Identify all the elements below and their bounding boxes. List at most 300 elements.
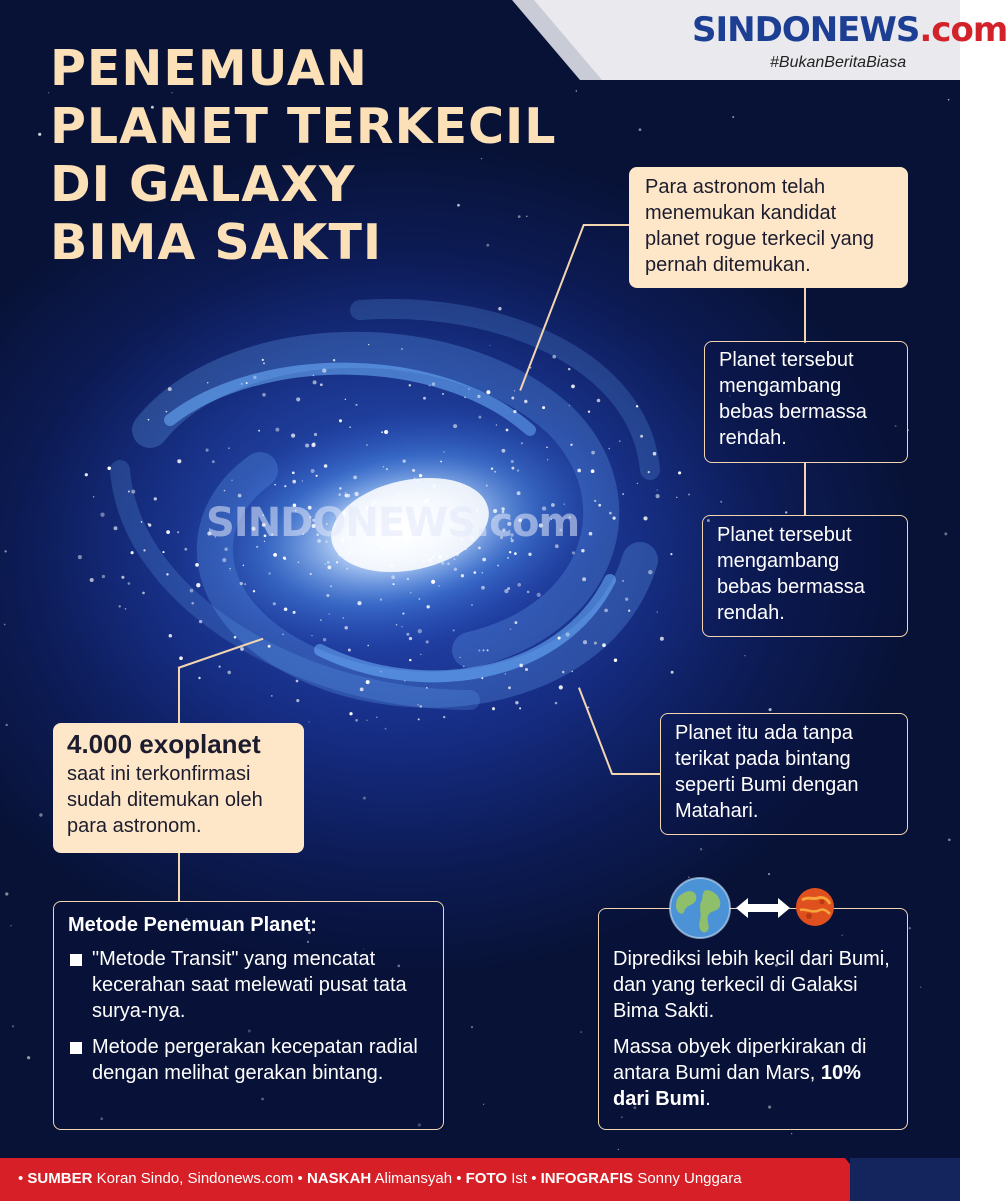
star <box>195 563 199 567</box>
star <box>643 516 647 520</box>
star <box>292 480 296 484</box>
star <box>434 554 436 556</box>
star <box>507 557 509 559</box>
star <box>380 671 381 672</box>
star <box>349 712 352 715</box>
star <box>671 671 674 674</box>
star <box>376 716 378 718</box>
star <box>494 471 496 473</box>
star <box>402 613 404 615</box>
star <box>785 511 787 513</box>
list-item <box>68 946 431 1024</box>
bullet-square-icon <box>70 954 82 966</box>
star <box>656 494 660 498</box>
star <box>320 619 321 620</box>
star <box>558 636 561 639</box>
star <box>360 688 364 692</box>
star <box>162 551 164 553</box>
star <box>496 424 497 425</box>
star <box>489 345 490 346</box>
star <box>507 587 510 590</box>
star <box>622 493 624 495</box>
star <box>453 424 457 428</box>
star <box>353 476 357 480</box>
star <box>688 494 690 496</box>
star <box>581 549 584 552</box>
star <box>547 459 548 460</box>
star <box>676 497 677 498</box>
star <box>268 645 271 648</box>
star <box>442 393 444 395</box>
star <box>465 548 467 550</box>
star <box>391 575 395 579</box>
star <box>528 553 531 556</box>
star <box>348 552 351 555</box>
star <box>219 666 221 668</box>
star <box>324 464 328 468</box>
star <box>308 721 309 722</box>
star <box>380 546 383 549</box>
star <box>909 927 911 929</box>
star <box>368 344 369 345</box>
metode-list <box>68 946 431 1086</box>
star <box>609 512 612 515</box>
star <box>177 459 181 463</box>
star <box>404 680 406 682</box>
connector-line <box>804 288 806 343</box>
star <box>396 494 399 497</box>
star <box>505 673 506 674</box>
credit-value: Alimansyah <box>374 1170 453 1187</box>
star <box>618 1149 619 1150</box>
star <box>345 492 346 493</box>
footer-text: • SUMBER Koran Sindo, Sindonews.com • NASKAH Alimansyah • FOTO Ist • INFOGRAFIS Sonny Unggara <box>18 1170 742 1187</box>
star <box>640 435 643 438</box>
star <box>349 426 351 428</box>
star <box>231 480 232 481</box>
star <box>246 382 248 384</box>
footer-accent <box>850 1158 960 1201</box>
star <box>555 702 558 705</box>
star <box>385 728 387 730</box>
star <box>355 719 358 722</box>
star <box>418 629 422 633</box>
star <box>571 671 573 673</box>
star <box>198 677 200 679</box>
star <box>498 307 501 310</box>
star <box>148 419 150 421</box>
star <box>338 493 341 496</box>
compare-highlight: 10% dari Bumi <box>613 1062 861 1110</box>
metode-heading: Metode Penemuan Planet: <box>68 914 317 936</box>
star <box>791 1133 792 1134</box>
star <box>460 657 461 658</box>
star <box>312 442 315 445</box>
star <box>477 395 480 398</box>
star <box>514 390 515 391</box>
star <box>311 635 312 636</box>
callout-mengambang-2-text: Planet tersebut mengambang bebas bermassa rendah. <box>717 524 865 624</box>
star <box>354 492 358 496</box>
star <box>381 431 383 433</box>
star <box>656 611 657 612</box>
star <box>482 558 486 562</box>
star <box>414 478 416 480</box>
star <box>131 551 134 554</box>
star <box>562 671 565 674</box>
credit-label: FOTO <box>465 1170 508 1187</box>
star <box>313 380 317 384</box>
star <box>380 598 382 600</box>
star <box>401 348 403 350</box>
star <box>527 591 530 594</box>
star <box>463 665 465 667</box>
star <box>568 368 571 371</box>
star <box>320 383 323 386</box>
star <box>323 638 326 641</box>
star <box>327 561 330 564</box>
star <box>296 699 299 702</box>
star <box>12 1025 14 1027</box>
star <box>256 546 258 548</box>
star <box>431 580 435 584</box>
star <box>625 598 628 601</box>
star <box>274 484 275 485</box>
star <box>224 548 227 551</box>
star <box>613 517 616 520</box>
star <box>227 671 231 675</box>
star <box>346 568 348 570</box>
star <box>594 500 596 502</box>
star <box>513 410 516 413</box>
star <box>768 873 770 875</box>
star <box>368 563 370 565</box>
star <box>660 637 664 641</box>
star <box>524 400 527 403</box>
star <box>426 640 429 643</box>
star <box>244 583 246 585</box>
star <box>363 797 366 800</box>
star <box>519 664 523 668</box>
star <box>313 375 315 377</box>
star <box>184 548 187 551</box>
star <box>486 390 490 394</box>
star <box>517 469 519 471</box>
credit-value: Koran Sindo, Sindonews.com <box>96 1170 294 1187</box>
star <box>506 429 509 432</box>
star <box>418 598 420 600</box>
star <box>284 558 286 560</box>
star <box>5 724 7 726</box>
star <box>327 565 331 569</box>
star <box>482 572 484 574</box>
star <box>471 1026 473 1028</box>
star <box>576 90 577 91</box>
star <box>572 551 575 554</box>
star <box>478 547 481 550</box>
star <box>409 637 412 640</box>
star <box>191 602 194 605</box>
star <box>525 668 528 671</box>
star <box>169 634 173 638</box>
star <box>322 368 326 372</box>
star <box>948 838 951 841</box>
star <box>487 649 489 651</box>
star <box>440 461 442 463</box>
star <box>483 1104 484 1105</box>
star <box>166 530 170 534</box>
exoplanet-body: saat ini terkonfirmasi sudah ditemukan oleh para astronom. <box>67 763 263 837</box>
star <box>443 716 445 718</box>
star <box>179 656 183 660</box>
credit-label: SUMBER <box>27 1170 93 1187</box>
callout-astronom-text: Para astronom telah menemukan kandidat planet rogue terkecil yang pernah ditemukan. <box>645 176 875 276</box>
star <box>311 469 315 473</box>
star <box>141 521 143 523</box>
metode-box <box>53 901 444 1130</box>
brand-logo-main: SINDONEWS <box>692 10 920 50</box>
brand-logo-suffix: .com <box>919 10 1007 50</box>
star <box>459 484 461 486</box>
star <box>478 649 480 651</box>
star <box>948 99 950 101</box>
star <box>345 399 346 400</box>
star <box>471 604 473 606</box>
star <box>483 649 485 651</box>
metode-item-text: "Metode Transit" yang mencatat kecerahan saat melewati pusat tata surya-nya. <box>92 948 407 1022</box>
star <box>128 491 130 493</box>
star <box>168 387 172 391</box>
metode-item-text: Metode pergerakan kecepatan radial dengan melihat gerakan bintang. <box>92 1036 418 1084</box>
star <box>199 620 202 623</box>
star <box>107 467 111 471</box>
star <box>296 397 300 401</box>
star <box>521 442 523 444</box>
star <box>464 396 466 398</box>
star <box>243 565 244 566</box>
star <box>589 532 593 536</box>
star <box>90 578 94 582</box>
star <box>454 568 457 571</box>
star <box>241 383 243 385</box>
star <box>425 554 427 556</box>
star <box>85 473 88 476</box>
star <box>314 433 317 436</box>
star <box>273 553 277 557</box>
star <box>428 558 432 562</box>
star <box>537 593 541 597</box>
star <box>591 451 595 455</box>
connector-line <box>583 224 629 226</box>
star <box>262 393 266 397</box>
star <box>510 628 512 630</box>
star <box>598 504 601 507</box>
star <box>491 467 493 469</box>
star <box>384 430 388 434</box>
star <box>383 466 384 467</box>
star <box>502 449 506 453</box>
star <box>419 705 422 708</box>
star <box>293 611 296 614</box>
star <box>552 355 556 359</box>
star <box>604 609 608 613</box>
star <box>571 385 575 389</box>
star <box>566 633 570 637</box>
star <box>944 532 947 535</box>
star <box>275 428 279 432</box>
star <box>597 399 601 403</box>
star <box>207 382 208 383</box>
star <box>325 564 326 565</box>
credit-value: Sonny Unggara <box>637 1170 742 1187</box>
star <box>305 443 309 447</box>
mars-icon <box>794 886 836 928</box>
star <box>591 469 595 473</box>
star <box>393 497 395 499</box>
star <box>326 594 329 597</box>
star <box>388 553 390 555</box>
star <box>443 451 444 452</box>
earth-icon <box>668 876 732 940</box>
star <box>517 583 521 587</box>
watermark <box>206 500 579 546</box>
star <box>366 720 367 721</box>
star <box>366 680 370 684</box>
star <box>720 501 722 503</box>
star <box>447 562 450 565</box>
star <box>228 447 230 449</box>
star <box>622 580 624 582</box>
star <box>390 564 394 568</box>
star <box>291 434 295 438</box>
star <box>511 397 514 400</box>
star <box>296 680 299 683</box>
star <box>147 523 149 525</box>
star <box>253 590 255 592</box>
star <box>271 695 273 697</box>
star <box>637 483 639 485</box>
star <box>570 444 572 446</box>
star <box>580 1031 582 1033</box>
title-line: PLANET TERKECIL <box>50 98 557 155</box>
star <box>628 610 630 612</box>
footer-credits <box>0 1158 960 1201</box>
star <box>608 448 610 450</box>
star <box>190 589 194 593</box>
star <box>238 494 242 498</box>
star <box>316 475 318 477</box>
star <box>577 469 581 473</box>
star <box>744 655 745 656</box>
star <box>406 633 409 636</box>
star <box>407 578 409 580</box>
star <box>5 892 8 895</box>
star <box>583 640 587 644</box>
star <box>657 489 658 490</box>
star <box>263 363 265 365</box>
star <box>474 571 477 574</box>
callout-mengambang-2 <box>702 515 908 637</box>
star <box>456 552 460 556</box>
title-line: BIMA SAKTI <box>50 214 383 271</box>
star <box>240 582 243 585</box>
star <box>27 1056 30 1059</box>
star <box>196 583 200 587</box>
star <box>432 556 434 558</box>
star <box>4 624 6 626</box>
credit-label: INFOGRAFIS <box>540 1170 634 1187</box>
star <box>229 568 230 569</box>
star <box>769 708 772 711</box>
credit-label: NASKAH <box>306 1170 372 1187</box>
brand-logo <box>692 10 1007 50</box>
star <box>511 460 514 463</box>
star <box>920 986 921 987</box>
star <box>339 419 342 422</box>
star <box>441 562 444 565</box>
star <box>582 577 586 581</box>
compare-text-2-suffix: . <box>705 1088 711 1110</box>
compare-text-1: Diprediksi lebih kecil dari Bumi, dan yang terkecil di Galaksi Bima Sakti. <box>613 948 890 1022</box>
star <box>342 617 344 619</box>
star <box>594 642 597 645</box>
connector-line <box>178 853 180 901</box>
bullet-square-icon <box>70 1042 82 1054</box>
star <box>514 552 517 555</box>
title-line: DI GALAXY <box>50 156 356 213</box>
star <box>396 624 398 626</box>
star <box>426 687 428 689</box>
star <box>636 405 638 407</box>
star <box>438 555 442 559</box>
star <box>333 359 335 361</box>
title-line: PENEMUAN <box>50 40 368 97</box>
star <box>432 484 436 488</box>
connector-line <box>612 773 660 775</box>
star <box>143 549 145 551</box>
watermark-suffix: .com <box>475 500 580 546</box>
compare-text-2-prefix: Massa obyek diperkirakan di antara Bumi dan Mars, <box>613 1036 867 1084</box>
star <box>121 576 124 579</box>
star <box>344 626 348 630</box>
star <box>419 474 422 477</box>
credit-value: Ist <box>511 1170 528 1187</box>
star <box>519 707 521 709</box>
star <box>282 634 284 636</box>
star <box>486 485 488 487</box>
star <box>206 449 209 452</box>
star <box>515 701 518 704</box>
star <box>478 416 481 419</box>
star <box>348 649 351 652</box>
double-arrow-icon <box>734 895 792 921</box>
star <box>38 133 41 136</box>
star <box>262 359 264 361</box>
star <box>602 643 606 647</box>
star <box>481 586 485 590</box>
star <box>517 491 521 495</box>
star <box>273 602 276 605</box>
star <box>346 494 350 498</box>
star <box>166 411 168 413</box>
star <box>336 561 338 563</box>
star <box>569 405 570 406</box>
star <box>380 569 381 570</box>
star <box>619 440 620 441</box>
star <box>357 601 361 605</box>
star <box>427 605 430 608</box>
star <box>420 654 421 655</box>
